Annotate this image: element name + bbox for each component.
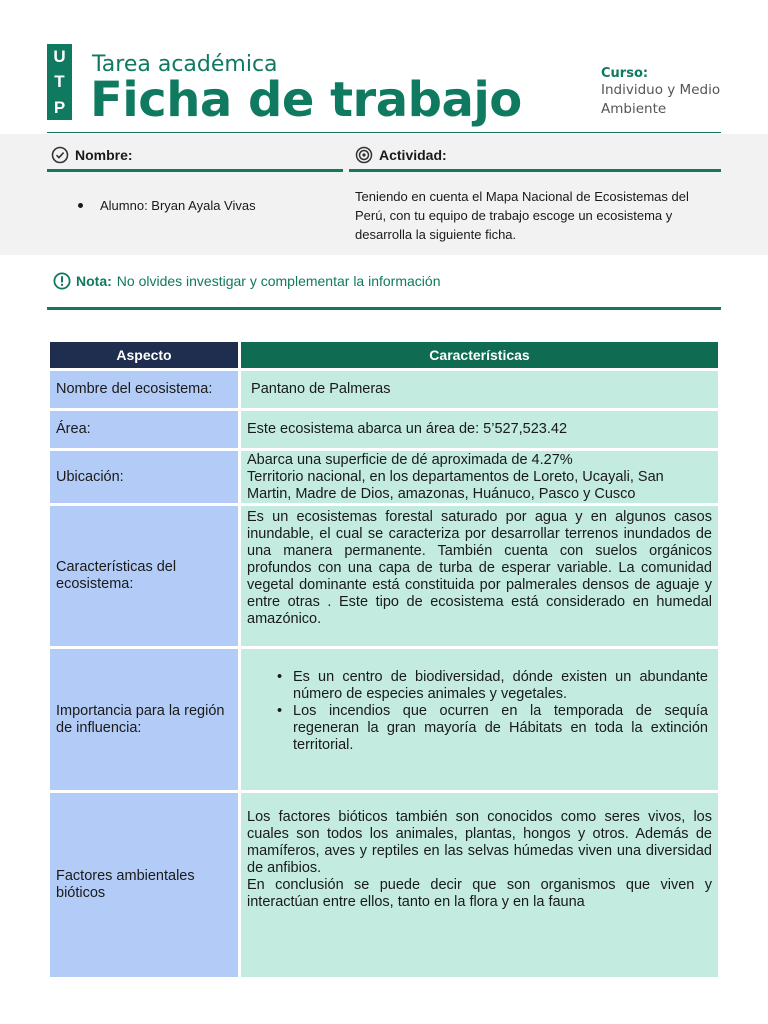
course-label: Curso: — [601, 66, 649, 81]
row-value: Es un ecosistemas forestal saturado por agua y en algunos casos inundable, el cual se caracteriza por desarrollar terrenos inundados de una manera permanente. También cuenta con suelos orgánicos profundos con una capa de turba de esperar variable. La comunidad vegetal dominante está constituida por palmerales densos de aguaje y entre otras . Este tipo de ecosistema está considerado en humedal amazónico. — [241, 506, 718, 646]
nombre-header — [47, 140, 343, 172]
exclamation-circle-icon — [53, 272, 71, 290]
target-icon — [355, 146, 373, 164]
ecosystem-table — [47, 339, 721, 980]
row-value — [241, 649, 718, 790]
table-row — [50, 371, 718, 408]
nombre-label: Nombre: — [75, 146, 133, 163]
header-caracteristicas: Características — [241, 342, 718, 368]
bullet-icon — [78, 203, 83, 208]
ubicacion-line: Territorio nacional, en los departamentos de Loreto, Ucayali, San Martin, Madre de Dios, amazonas, Huánuco, Pasco y Cusco — [247, 468, 664, 502]
table-row — [50, 793, 718, 977]
check-circle-icon — [51, 146, 69, 164]
header-aspecto: Aspecto — [50, 342, 238, 368]
row-value — [241, 451, 718, 503]
importance-list — [247, 669, 712, 754]
table-row — [50, 506, 718, 646]
bioticos-paragraph: En conclusión se puede decir que son organismos que viven y interactúan entre ellos, tanto en la flora y en la fauna — [247, 877, 712, 910]
actividad-header — [349, 140, 721, 172]
row-key: Importancia para la región de influencia: — [50, 649, 238, 790]
row-key: Características del ecosistema: — [50, 506, 238, 646]
table-row — [50, 451, 718, 503]
document-title: Ficha de trabajo — [90, 72, 522, 128]
course-value: Individuo y Medio Ambiente — [601, 82, 721, 117]
alumno-item — [78, 198, 256, 213]
header-divider — [47, 132, 721, 133]
table-row — [50, 649, 718, 790]
table-header-row — [50, 342, 718, 368]
nota-label: Nota: — [76, 273, 112, 289]
actividad-label: Actividad: — [379, 146, 447, 163]
document-subtitle: Tarea académica — [92, 52, 278, 77]
row-key: Factores ambientales bióticos — [50, 793, 238, 977]
ubicacion-line: Abarca una superficie de dé aproximada de 4.27% — [247, 451, 573, 468]
logo-letter-u: U — [53, 47, 66, 67]
course-block — [601, 66, 741, 119]
utp-logo — [47, 44, 72, 120]
row-key: Área: — [50, 411, 238, 448]
actividad-text: Teniendo en cuenta el Mapa Nacional de Ecosistemas del Perú, con tu equipo de trabajo escoge un ecosistema y desarrolla la siguiente ficha. — [355, 189, 689, 242]
alumno-text: Alumno: Bryan Ayala Vivas — [100, 198, 256, 213]
logo-letter-p: P — [53, 97, 66, 117]
row-key: Nombre del ecosistema: — [50, 371, 238, 408]
nota-line — [53, 272, 440, 290]
nota-text: No olvides investigar y complementar la información — [116, 273, 441, 289]
list-item: • Es un centro de biodiversidad, dónde existen un abundante número de especies animales y vegetales. — [277, 669, 708, 703]
table-row — [50, 411, 718, 448]
logo-letter-t: T — [54, 72, 65, 92]
row-value — [241, 793, 718, 977]
list-item: • Los incendios que ocurren en la temporada de sequía regeneran la gran mayoría de Hábitats en toda la extinción territorial. — [277, 703, 708, 754]
nota-divider — [47, 307, 721, 310]
row-value: Pantano de Palmeras — [241, 371, 718, 408]
bioticos-paragraph: Los factores bióticos también son conocidos como seres vivos, los cuales son todos los animales, plantas, hongos y otros. Además de mamíferos, aves y reptiles en las selvas húmedas viven una diversidad de anfibios. — [247, 809, 712, 876]
row-key: Ubicación: — [50, 451, 238, 503]
row-value: Este ecosistema abarca un área de: 5’527,523.42 — [241, 411, 718, 448]
